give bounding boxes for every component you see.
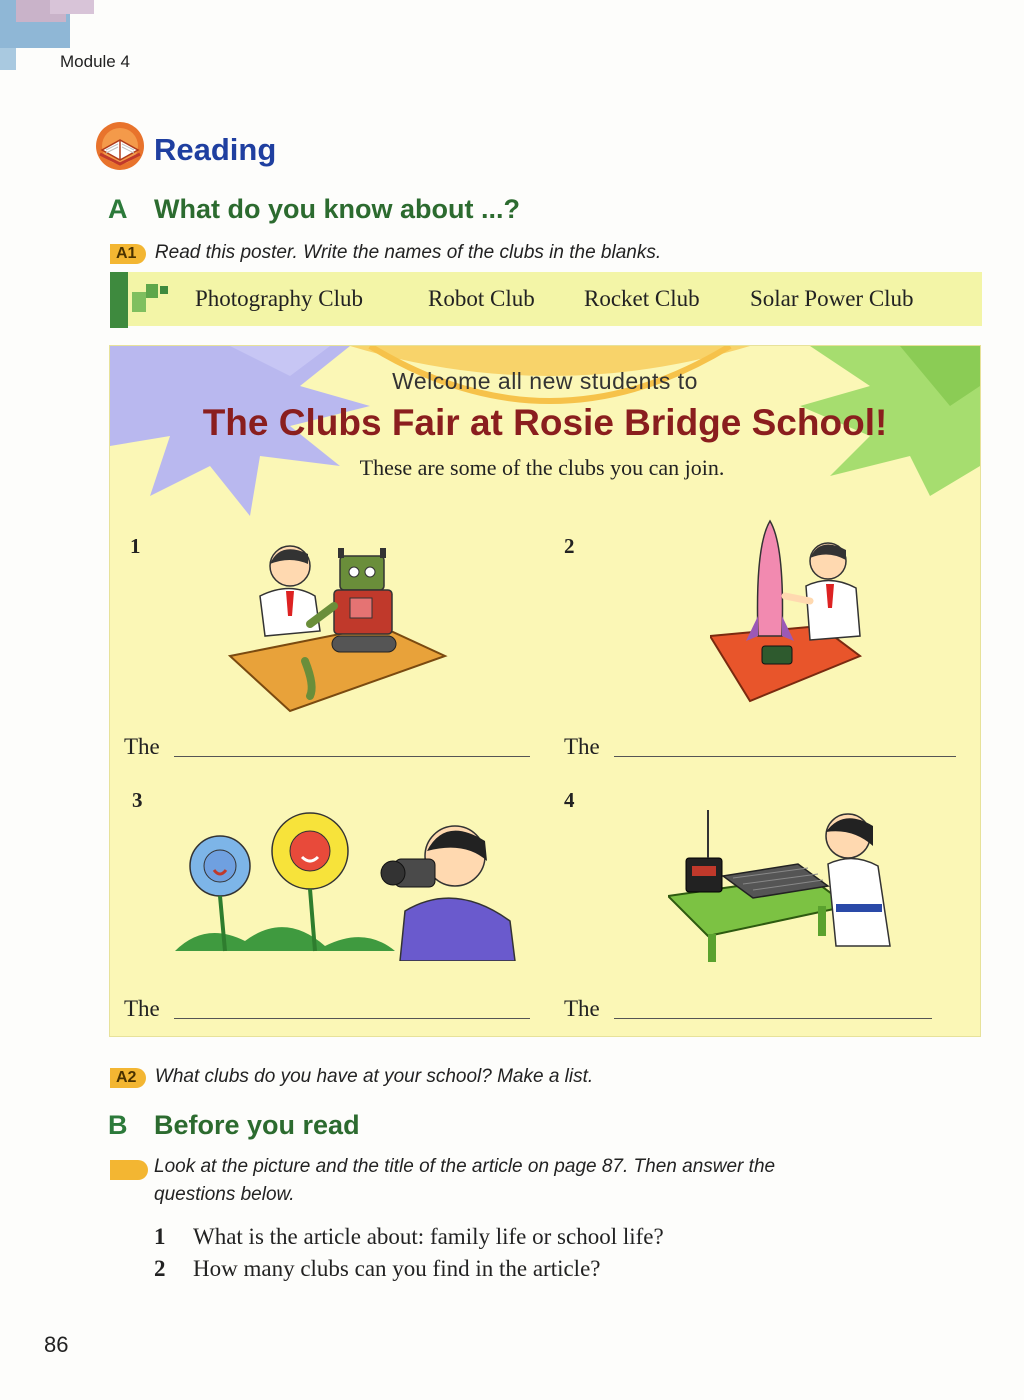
solar-power-club-picture [668,806,898,966]
robot-club-picture [220,536,450,716]
section-a-title: What do you know about ...? [154,194,520,224]
poster-subtitle: These are some of the clubs you can join. [359,455,725,480]
page-number: 86 [44,1332,69,1357]
clubs-fair-poster [110,346,980,1036]
answer-blank-1[interactable] [174,756,530,757]
section-b-instruction: Look at the picture and the title of the article on page 87. Then answer the [154,1156,776,1177]
question-number: 2 [154,1256,166,1281]
book-icon [92,120,148,172]
item-number: 1 [130,534,141,558]
a1-badge: A1 [110,244,146,264]
corner-decoration [50,0,94,14]
answer-prefix: The [124,996,160,1021]
question-number: 1 [154,1224,166,1249]
section-b-bullet [110,1160,148,1180]
section-a-letter: A [108,194,128,224]
a1-instruction-row [110,242,661,264]
rocket-club-picture [710,516,880,706]
a2-instruction: What clubs do you have at your school? Make a list. [154,1066,594,1087]
section-b-instruction: questions below. [154,1184,295,1205]
answer-blank-2[interactable] [614,756,956,757]
item-number: 4 [564,788,575,812]
bar-decoration [132,292,146,312]
reading-title: Reading [154,132,277,167]
item-number: 3 [132,788,143,812]
module-label: Module 4 [60,52,130,71]
poster-title: The Clubs Fair at Rosie Bridge School! [202,402,888,443]
club-option-rocket: Rocket Club [584,286,700,311]
club-option-photography: Photography Club [195,286,364,311]
item-number: 2 [564,534,575,558]
answer-prefix: The [124,734,160,759]
answer-prefix: The [564,996,600,1021]
a1-instruction: Read this poster. Write the names of the clubs in the blanks. [154,242,662,263]
answer-blank-3[interactable] [174,1018,530,1019]
a2-instruction-row [110,1066,593,1088]
answer-prefix: The [564,734,600,759]
bar-decoration [110,272,128,328]
bar-decoration [160,286,168,294]
club-option-robot: Robot Club [428,286,535,311]
a2-badge: A2 [110,1068,146,1088]
photography-club-picture [165,811,525,961]
question-text: How many clubs can you find in the article? [193,1256,601,1281]
bar-decoration [146,284,158,298]
section-b-title: Before you read [154,1110,360,1140]
poster-welcome-text: Welcome all new students to [392,368,698,394]
question-text: What is the article about: family life or school life? [193,1224,664,1249]
club-option-solar-power: Solar Power Club [750,286,914,311]
section-b-letter: B [108,1110,128,1140]
answer-blank-4[interactable] [614,1018,932,1019]
